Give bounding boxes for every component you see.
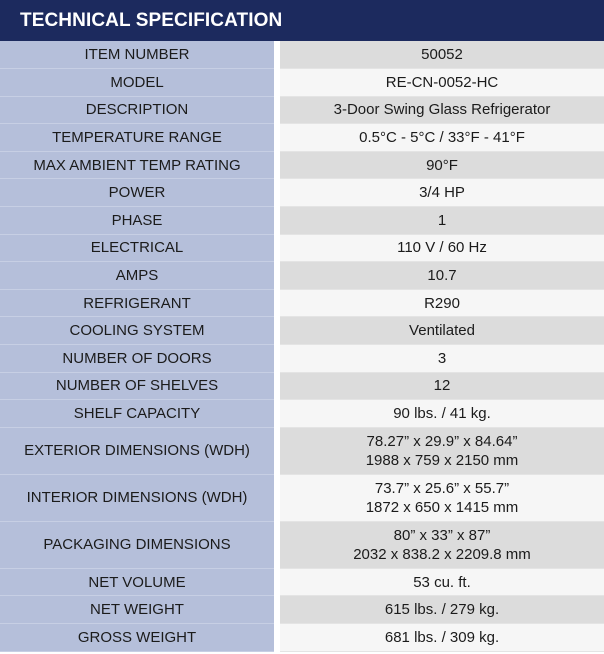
spec-label: MODEL	[0, 69, 274, 97]
spec-value-line: 73.7” x 25.6” x 55.7”	[374, 479, 510, 497]
spec-value	[280, 179, 604, 207]
spec-value-line: 0.5°C - 5°C / 33°F - 41°F	[359, 129, 525, 147]
spec-label: SHELF CAPACITY	[0, 400, 274, 428]
spec-value	[280, 234, 604, 262]
spec-label: MAX AMBIENT TEMP RATING	[0, 151, 274, 179]
spec-label: NUMBER OF SHELVES	[0, 372, 274, 400]
spec-label: ELECTRICAL	[0, 234, 274, 262]
spec-row	[0, 427, 604, 474]
spec-label: PACKAGING DIMENSIONS	[0, 521, 274, 568]
spec-row	[0, 289, 604, 317]
spec-row	[0, 41, 604, 69]
spec-value-line: RE-CN-0052-HC	[385, 73, 499, 91]
spec-value-line: 3/4 HP	[419, 184, 465, 202]
spec-value-line: 90°F	[426, 156, 458, 174]
spec-value-line: 615 lbs. / 279 kg.	[384, 601, 500, 619]
spec-label: POWER	[0, 179, 274, 207]
spec-label: GROSS WEIGHT	[0, 624, 274, 652]
spec-value	[280, 207, 604, 235]
spec-row	[0, 521, 604, 568]
spec-value-line: 1	[437, 211, 447, 229]
spec-row	[0, 179, 604, 207]
spec-value-line: 10.7	[427, 267, 457, 285]
spec-row	[0, 568, 604, 596]
spec-label: AMPS	[0, 262, 274, 290]
spec-value-line: Ventilated	[409, 322, 475, 340]
spec-value-line: 1872 x 650 x 1415 mm	[365, 498, 519, 516]
spec-row	[0, 69, 604, 97]
spec-value-line: 78.27” x 29.9” x 84.64”	[366, 432, 518, 450]
spec-value	[280, 400, 604, 428]
spec-label: INTERIOR DIMENSIONS (WDH)	[0, 474, 274, 521]
spec-value	[280, 69, 604, 97]
spec-value-line: R290	[424, 294, 460, 312]
spec-label: REFRIGERANT	[0, 289, 274, 317]
spec-table	[0, 41, 604, 652]
spec-value	[280, 427, 604, 474]
spec-row	[0, 151, 604, 179]
spec-row	[0, 234, 604, 262]
spec-value	[280, 41, 604, 69]
spec-label: EXTERIOR DIMENSIONS (WDH)	[0, 427, 274, 474]
spec-label: NET VOLUME	[0, 568, 274, 596]
spec-value-line: 110 V / 60 Hz	[397, 239, 487, 257]
spec-value	[280, 596, 604, 624]
spec-value	[280, 568, 604, 596]
spec-row	[0, 345, 604, 373]
spec-label: NET WEIGHT	[0, 596, 274, 624]
spec-value	[280, 262, 604, 290]
spec-row	[0, 124, 604, 152]
spec-value	[280, 124, 604, 152]
spec-value	[280, 474, 604, 521]
spec-value	[280, 521, 604, 568]
spec-value	[280, 289, 604, 317]
spec-label: TEMPERATURE RANGE	[0, 124, 274, 152]
spec-row	[0, 317, 604, 345]
spec-value	[280, 151, 604, 179]
spec-value	[280, 96, 604, 124]
spec-table-body	[0, 41, 604, 651]
spec-value-line: 3-Door Swing Glass Refrigerator	[333, 101, 551, 119]
spec-label: COOLING SYSTEM	[0, 317, 274, 345]
spec-value-line: 2032 x 838.2 x 2209.8 mm	[353, 545, 531, 563]
spec-table-title: TECHNICAL SPECIFICATION	[0, 0, 604, 41]
spec-row	[0, 596, 604, 624]
spec-value-line: 1988 x 759 x 2150 mm	[365, 451, 519, 469]
spec-value-line: 50052	[421, 46, 463, 64]
spec-row	[0, 262, 604, 290]
spec-value	[280, 624, 604, 652]
spec-row	[0, 624, 604, 652]
spec-value	[280, 345, 604, 373]
spec-value-line: 90 lbs. / 41 kg.	[393, 405, 491, 423]
spec-row	[0, 474, 604, 521]
spec-label: ITEM NUMBER	[0, 41, 274, 69]
spec-value	[280, 372, 604, 400]
spec-label: DESCRIPTION	[0, 96, 274, 124]
spec-value	[280, 317, 604, 345]
spec-label: PHASE	[0, 207, 274, 235]
spec-row	[0, 207, 604, 235]
spec-value-line: 3	[437, 349, 447, 367]
spec-value-line: 53 cu. ft.	[413, 573, 471, 591]
spec-value-line: 80” x 33” x 87”	[393, 526, 491, 544]
spec-row	[0, 372, 604, 400]
spec-row	[0, 400, 604, 428]
spec-value-line: 12	[433, 377, 451, 395]
spec-label: NUMBER OF DOORS	[0, 345, 274, 373]
spec-value-line: 681 lbs. / 309 kg.	[384, 628, 500, 646]
spec-row	[0, 96, 604, 124]
